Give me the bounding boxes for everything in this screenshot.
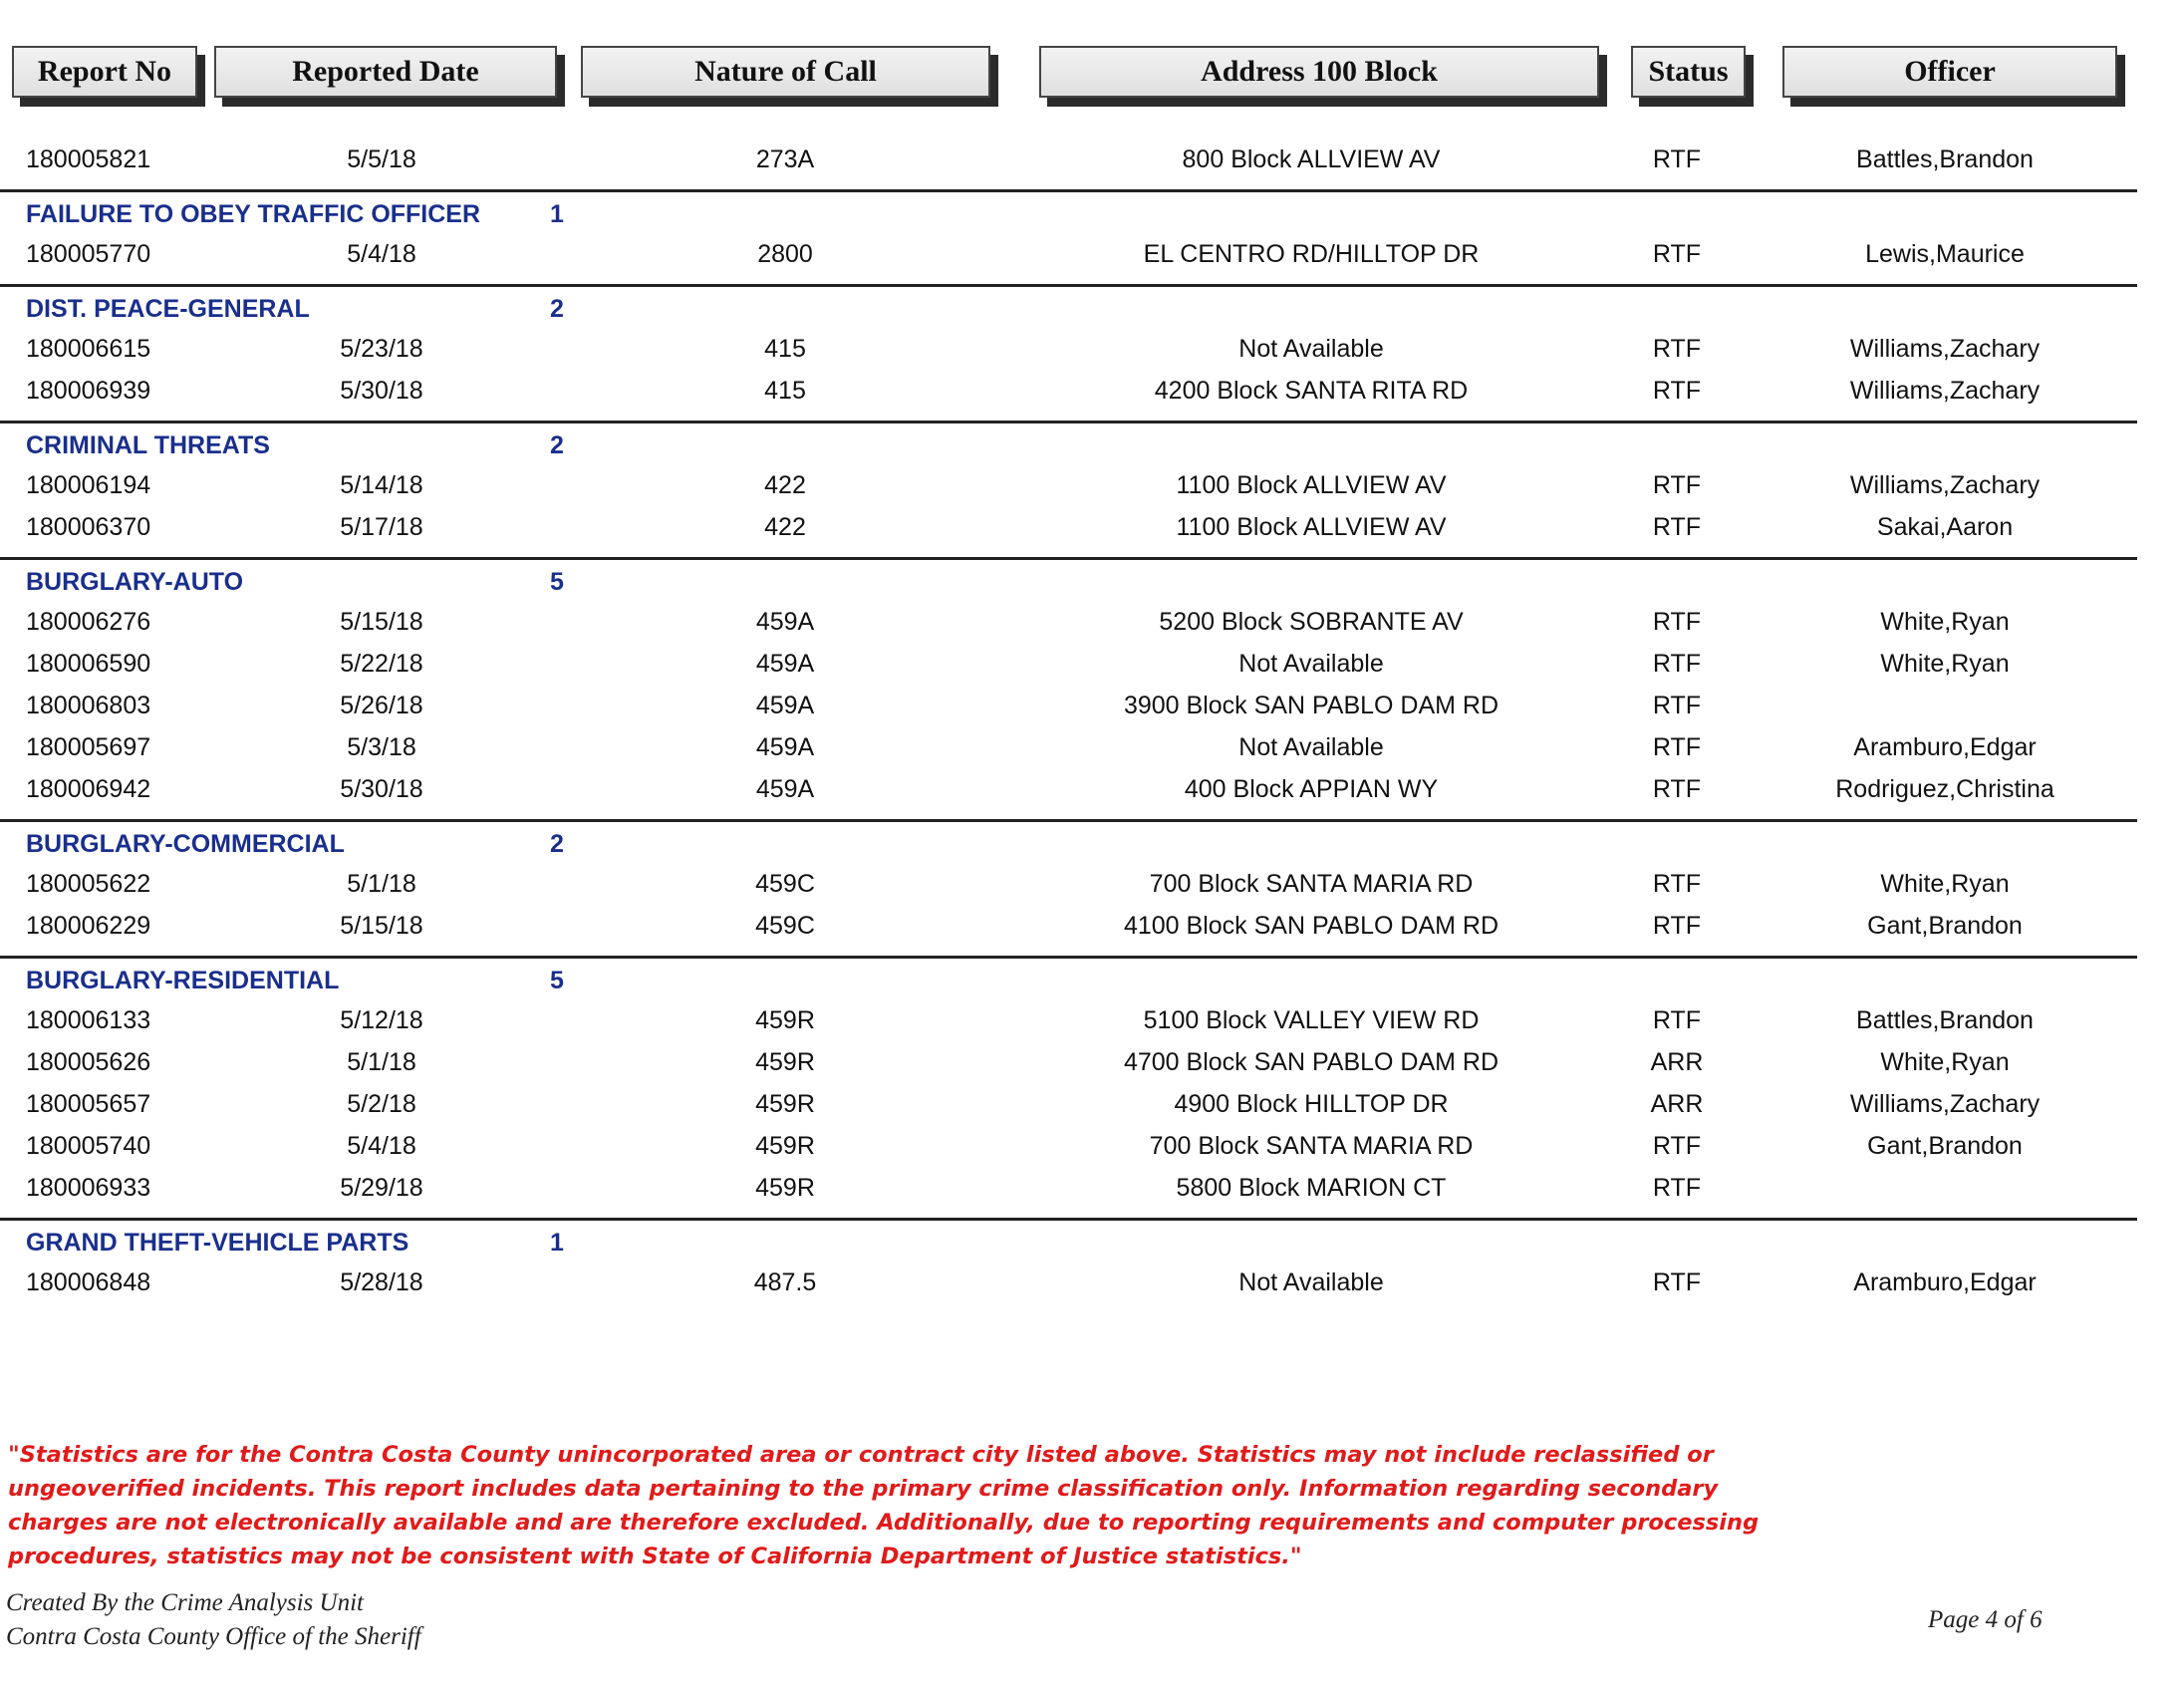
crime-group <box>0 423 2137 560</box>
officer-cell-text: Battles,Brandon <box>1856 1006 2034 1034</box>
address-cell-text: 700 Block SANTA MARIA RD <box>1149 870 1474 898</box>
report-no-cell <box>26 240 150 269</box>
address-cell-text: Not Available <box>1238 650 1384 678</box>
group-header <box>0 822 2137 864</box>
status-cell-text: RTF <box>1652 775 1702 803</box>
report-no-cell <box>26 650 150 679</box>
status-cell-text: RTF <box>1652 1006 1702 1034</box>
address-cell-text: Not Available <box>1238 335 1384 363</box>
table-row <box>0 1000 2137 1042</box>
report-no-cell <box>26 335 150 364</box>
status-cell-text: RTF <box>1652 608 1702 636</box>
crime-group <box>0 192 2137 287</box>
address-cell-text: 1100 Block ALLVIEW AV <box>1176 513 1447 541</box>
table-row <box>0 686 2137 727</box>
reported-date-cell-text: 5/12/18 <box>340 1006 423 1034</box>
header-report-no: Report No <box>12 46 197 98</box>
table-row <box>0 1042 2137 1084</box>
reported-date-cell-text: 5/4/18 <box>347 1132 416 1160</box>
crime-group <box>0 1221 2137 1312</box>
report-no-cell <box>26 912 150 941</box>
reported-date-cell-text: 5/30/18 <box>340 377 423 405</box>
table-row <box>0 465 2137 507</box>
officer-cell-text: Gant,Brandon <box>1867 1132 2023 1160</box>
reported-date-cell-text: 5/1/18 <box>347 1048 416 1076</box>
report-no-cell-text: 180005626 <box>26 1048 151 1076</box>
header-officer: Officer <box>1782 46 2117 98</box>
address-cell-text: 400 Block APPIAN WY <box>1184 775 1439 803</box>
nature-of-call-cell-text: 459C <box>755 912 815 940</box>
status-cell-text: RTF <box>1652 335 1702 363</box>
header-nature-of-call: Nature of Call <box>581 46 990 98</box>
table-row <box>0 1168 2137 1210</box>
report-no-cell-text: 180006615 <box>26 335 151 363</box>
nature-of-call-cell-text: 459R <box>755 1174 815 1202</box>
address-cell-text: Not Available <box>1238 1268 1384 1296</box>
nature-of-call-cell-text: 487.5 <box>753 1268 817 1296</box>
nature-of-call-cell-text: 422 <box>764 471 806 499</box>
nature-of-call-cell-text: 459R <box>755 1132 815 1160</box>
header-reported-date: Reported Date <box>214 46 557 98</box>
group-count: 5 <box>550 568 564 596</box>
report-no-cell-text: 180006803 <box>26 692 151 719</box>
report-no-cell <box>26 1268 150 1297</box>
report-no-cell-text: 180006590 <box>26 650 151 678</box>
status-cell-text: ARR <box>1650 1048 1704 1076</box>
report-no-cell-text: 180006194 <box>26 471 151 499</box>
address-cell-text: 4700 Block SAN PABLO DAM RD <box>1123 1048 1500 1076</box>
nature-of-call-cell-text: 273A <box>755 145 815 173</box>
report-no-cell-text: 180005622 <box>26 870 151 898</box>
nature-of-call-cell-text: 459A <box>755 650 815 678</box>
table-row <box>0 507 2137 549</box>
footer-office: Contra Costa County Office of the Sheriff <box>6 1623 421 1650</box>
officer-cell-text: Lewis,Maurice <box>1865 240 2025 268</box>
report-no-cell-text: 180006276 <box>26 608 151 636</box>
nature-of-call-cell-text: 459R <box>755 1006 815 1034</box>
report-no-cell-text: 180005740 <box>26 1132 151 1160</box>
nature-of-call-cell-text: 2800 <box>757 240 813 268</box>
group-header <box>0 423 2137 465</box>
table-row <box>0 234 2137 276</box>
address-cell-text: 5200 Block SOBRANTE AV <box>1159 608 1464 636</box>
report-no-cell-text: 180005821 <box>26 145 151 173</box>
status-cell-text: RTF <box>1652 377 1702 405</box>
report-no-cell-text: 180006933 <box>26 1174 151 1202</box>
status-cell-text: RTF <box>1652 1132 1702 1160</box>
header-address: Address 100 Block <box>1039 46 1599 98</box>
address-cell-text: 1100 Block ALLVIEW AV <box>1176 471 1447 499</box>
group-title: GRAND THEFT-VEHICLE PARTS <box>26 1229 410 1257</box>
group-header <box>0 560 2137 602</box>
status-cell-text: RTF <box>1652 650 1702 678</box>
reported-date-cell-text: 5/22/18 <box>340 650 423 678</box>
table-row <box>0 140 2137 181</box>
nature-of-call-cell-text: 459A <box>755 733 815 761</box>
group-count: 5 <box>550 967 564 994</box>
crime-group <box>0 140 2137 192</box>
group-title: FAILURE TO OBEY TRAFFIC OFFICER <box>26 200 481 228</box>
officer-cell-text: Battles,Brandon <box>1856 145 2034 173</box>
report-no-cell-text: 180006942 <box>26 775 151 803</box>
nature-of-call-cell-text: 459A <box>755 775 815 803</box>
report-no-cell-text: 180006229 <box>26 912 151 940</box>
report-no-cell-text: 180006939 <box>26 377 151 405</box>
officer-cell-text: Gant,Brandon <box>1867 912 2023 940</box>
address-cell-text: 5800 Block MARION CT <box>1176 1174 1447 1202</box>
officer-cell-text: Williams,Zachary <box>1849 377 2041 405</box>
officer-cell-text: White,Ryan <box>1880 650 2010 678</box>
address-cell-text: 3900 Block SAN PABLO DAM RD <box>1123 692 1500 719</box>
reported-date-cell-text: 5/5/18 <box>347 145 416 173</box>
reported-date-cell-text: 5/17/18 <box>340 513 423 541</box>
officer-cell-text: Williams,Zachary <box>1849 335 2041 363</box>
crime-group <box>0 959 2137 1221</box>
reported-date-cell-text: 5/30/18 <box>340 775 423 803</box>
table-row <box>0 329 2137 371</box>
nature-of-call-cell-text: 459R <box>755 1090 815 1118</box>
nature-of-call-cell-text: 459A <box>755 608 815 636</box>
report-no-cell <box>26 1006 150 1035</box>
status-cell-text: RTF <box>1652 733 1702 761</box>
group-header <box>0 287 2137 329</box>
address-cell-text: Not Available <box>1238 733 1384 761</box>
report-no-cell <box>26 733 150 762</box>
report-table <box>0 140 2184 1312</box>
group-title: BURGLARY-RESIDENTIAL <box>26 967 340 994</box>
status-cell-text: RTF <box>1652 145 1702 173</box>
table-row <box>0 727 2137 769</box>
page-number: Page 4 of 6 <box>1928 1606 2043 1633</box>
officer-cell-text: Williams,Zachary <box>1849 1090 2041 1118</box>
table-row <box>0 906 2137 948</box>
table-row <box>0 644 2137 686</box>
reported-date-cell-text: 5/4/18 <box>347 240 416 268</box>
address-cell-text: 4200 Block SANTA RITA RD <box>1154 377 1469 405</box>
group-title: CRIMINAL THREATS <box>26 431 270 459</box>
disclaimer-text: "Statistics are for the Contra Costa County unincorporated area or contract city listed above. Statistics may not include reclassified or ungeoverified incidents. This report includes data pertaining to the primary crime classification only. Information regarding secondary charges are not electronically available and are therefore excluded. Additionally, due to reporting requirements and computer processing procedures, statistics may not be consistent with State of California Department of Justice statistics." <box>8 1442 1760 1569</box>
report-no-cell <box>26 1174 150 1203</box>
nature-of-call-cell-text: 422 <box>764 513 806 541</box>
report-no-cell <box>26 608 150 637</box>
reported-date-cell-text: 5/29/18 <box>340 1174 423 1202</box>
table-row <box>0 371 2137 413</box>
status-cell-text: RTF <box>1652 240 1702 268</box>
report-no-cell <box>26 1090 150 1119</box>
crime-group <box>0 560 2137 822</box>
status-cell-text: RTF <box>1652 912 1702 940</box>
address-cell-text: 4900 Block HILLTOP DR <box>1174 1090 1449 1118</box>
group-header <box>0 192 2137 234</box>
nature-of-call-cell-text: 459R <box>755 1048 815 1076</box>
reported-date-cell-text: 5/14/18 <box>340 471 423 499</box>
report-no-cell <box>26 513 150 542</box>
status-cell-text: RTF <box>1652 513 1702 541</box>
table-row <box>0 1084 2137 1126</box>
officer-cell-text: White,Ryan <box>1880 608 2010 636</box>
status-cell-text: ARR <box>1650 1090 1704 1118</box>
nature-of-call-cell-text: 459C <box>755 870 815 898</box>
table-row <box>0 1126 2137 1168</box>
report-no-cell <box>26 471 150 500</box>
table-row <box>0 769 2137 811</box>
reported-date-cell-text: 5/23/18 <box>340 335 423 363</box>
header-status: Status <box>1631 46 1746 98</box>
nature-of-call-cell-text: 459A <box>755 692 815 719</box>
report-no-cell-text: 180006370 <box>26 513 151 541</box>
address-cell-text: 700 Block SANTA MARIA RD <box>1149 1132 1474 1160</box>
group-count: 2 <box>550 830 564 858</box>
table-row <box>0 602 2137 644</box>
report-no-cell-text: 180005657 <box>26 1090 151 1118</box>
address-cell-text: EL CENTRO RD/HILLTOP DR <box>1143 240 1480 268</box>
reported-date-cell-text: 5/2/18 <box>347 1090 416 1118</box>
officer-cell-text: White,Ryan <box>1880 870 2010 898</box>
reported-date-cell-text: 5/15/18 <box>340 912 423 940</box>
report-no-cell-text: 180005697 <box>26 733 151 761</box>
reported-date-cell-text: 5/3/18 <box>347 733 416 761</box>
nature-of-call-cell-text: 415 <box>764 335 806 363</box>
group-header <box>0 959 2137 1000</box>
address-cell-text: 5100 Block VALLEY VIEW RD <box>1143 1006 1480 1034</box>
group-count: 1 <box>550 1229 564 1257</box>
status-cell-text: RTF <box>1652 692 1702 719</box>
crime-group <box>0 287 2137 423</box>
officer-cell-text: Sakai,Aaron <box>1876 513 2014 541</box>
table-row <box>0 864 2137 906</box>
officer-cell-text: Rodriguez,Christina <box>1835 775 2054 803</box>
status-cell-text: RTF <box>1652 870 1702 898</box>
nature-of-call-cell-text: 415 <box>764 377 806 405</box>
report-no-cell <box>26 1132 150 1161</box>
reported-date-cell-text: 5/26/18 <box>340 692 423 719</box>
footer-created-by: Created By the Crime Analysis Unit <box>6 1589 364 1616</box>
footer-credit <box>6 1586 421 1654</box>
officer-cell-text: Williams,Zachary <box>1849 471 2041 499</box>
group-title: DIST. PEACE-GENERAL <box>26 295 310 323</box>
report-no-cell <box>26 1048 150 1077</box>
report-no-cell-text: 180006133 <box>26 1006 151 1034</box>
officer-cell-text: Aramburo,Edgar <box>1853 1268 2037 1296</box>
report-no-cell <box>26 870 150 899</box>
group-title: BURGLARY-AUTO <box>26 568 244 596</box>
report-no-cell <box>26 692 150 720</box>
report-no-cell <box>26 377 150 406</box>
status-cell-text: RTF <box>1652 1174 1702 1202</box>
report-no-cell <box>26 145 150 174</box>
table-row <box>0 1263 2137 1304</box>
reported-date-cell-text: 5/1/18 <box>347 870 416 898</box>
status-cell-text: RTF <box>1652 1268 1702 1296</box>
group-count: 2 <box>550 295 564 323</box>
crime-group <box>0 822 2137 959</box>
report-no-cell <box>26 775 150 804</box>
status-cell-text: RTF <box>1652 471 1702 499</box>
reported-date-cell-text: 5/15/18 <box>340 608 423 636</box>
officer-cell-text: Aramburo,Edgar <box>1853 733 2037 761</box>
report-no-cell-text: 180006848 <box>26 1268 151 1296</box>
group-header <box>0 1221 2137 1263</box>
report-no-cell-text: 180005770 <box>26 240 151 268</box>
group-title: BURGLARY-COMMERCIAL <box>26 830 345 858</box>
reported-date-cell-text: 5/28/18 <box>340 1268 423 1296</box>
group-count: 2 <box>550 431 564 459</box>
officer-cell-text: White,Ryan <box>1880 1048 2010 1076</box>
group-count: 1 <box>550 200 564 228</box>
address-cell-text: 800 Block ALLVIEW AV <box>1182 145 1441 173</box>
address-cell-text: 4100 Block SAN PABLO DAM RD <box>1123 912 1500 940</box>
